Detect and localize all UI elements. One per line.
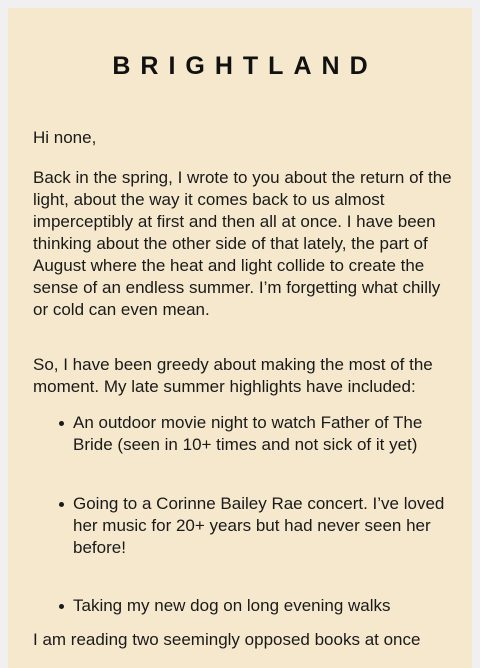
list-item: Going to a Corinne Bailey Rae concert. I’ve loved her music for 20+ years but had never seen her before! xyxy=(73,493,453,559)
email-paragraph-3: I am reading two seemingly opposed books at once xyxy=(33,630,421,649)
email-paragraph-1: Back in the spring, I wrote to you about the return of the light, about the way it comes back to us almost imperceptibly at first and then all at once. I have been thinking about the other side of that lately, the part of August where the heat and light collide to create the sense of an endless summer. I’m forgetting what chilly or cold can even mean. xyxy=(33,168,452,319)
list-item: Taking my new dog on long evening walks xyxy=(73,595,453,617)
email-paragraph-2: So, I have been greedy about making the most of the moment. My late summer highlights have included: xyxy=(33,355,433,396)
email-card xyxy=(8,8,472,668)
brand-logo[interactable]: BRIGHTLAND xyxy=(112,52,378,80)
list-item: An outdoor movie night to watch Father of The Bride (seen in 10+ times and not sick of it yet) xyxy=(73,412,453,456)
email-greeting: Hi none, xyxy=(33,128,97,147)
